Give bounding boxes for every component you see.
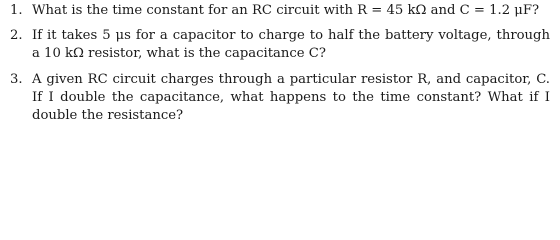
question-number: 2. <box>10 28 23 43</box>
question-2 <box>10 27 550 63</box>
question-text: If it takes 5 μs for a capacitor to charge to half the battery voltage, through a 10 kΩ resistor, what is the capacitance C? <box>32 28 550 61</box>
question-number: 3. <box>10 72 23 87</box>
question-3 <box>10 71 550 125</box>
question-text: A given RC circuit charges through a particular resistor R, and capacitor, C. If I double the capacitance, what happens to the time constant? What if I double the resistance? <box>32 72 550 123</box>
question-number: 1. <box>10 3 23 18</box>
question-1 <box>10 2 550 20</box>
question-text: What is the time constant for an RC circuit with R = 45 kΩ and C = 1.2 μF? <box>32 3 540 18</box>
